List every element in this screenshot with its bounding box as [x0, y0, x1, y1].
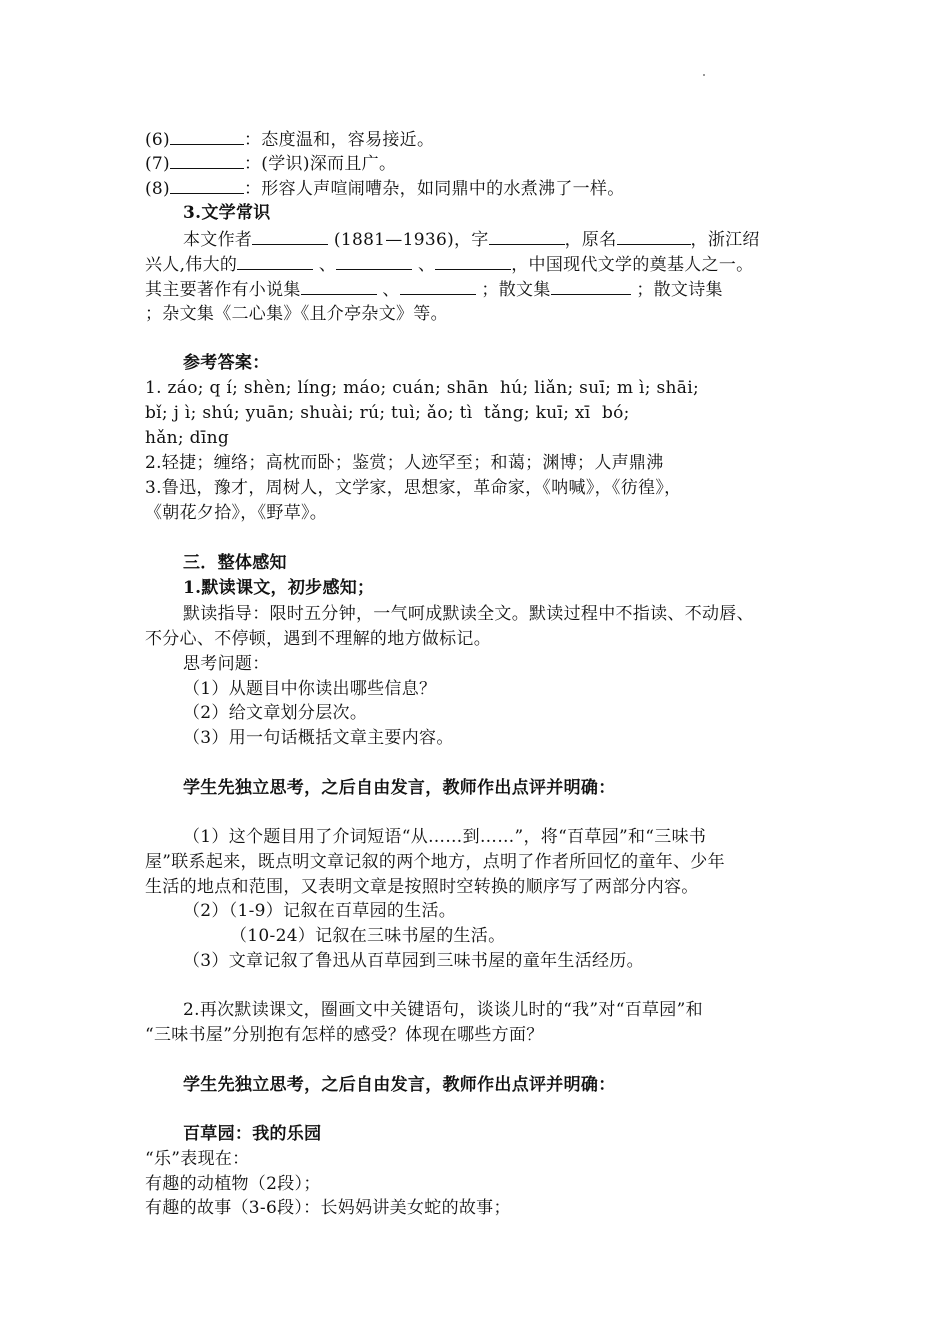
answer-blank[interactable] [617, 228, 691, 245]
think-questions-label: 思考问题： [183, 654, 270, 674]
answer-blank[interactable] [170, 177, 244, 194]
answer-blank[interactable] [301, 278, 377, 295]
item-number: (8) [145, 179, 170, 199]
item-definition: ：形容人声喧闹嘈杂，如同鼎中的水煮沸了一样。 [243, 179, 625, 199]
question-1: （1）从题目中你读出哪些信息？ [183, 679, 437, 699]
answer-blank[interactable] [237, 253, 313, 270]
answer-blank[interactable] [400, 278, 476, 295]
literature-line-4: ；杂文集《二心集》《且介亭杂文》等。 [145, 304, 448, 324]
answer-blank[interactable] [551, 278, 631, 295]
answer-blank[interactable] [489, 228, 565, 245]
joy-item-1: 有趣的动植物（2段）； [145, 1174, 321, 1194]
question-3: （3）用一句话概括文章主要内容。 [183, 728, 454, 748]
reading-guide-line-2: 不分心、不停顿，遇到不理解的地方做标记。 [145, 629, 491, 649]
response-2-line-2: （10-24）记叙在三味书屋的生活。 [230, 926, 506, 946]
answers-heading: 参考答案： [183, 353, 270, 373]
section-heading-overall: 三．整体感知 [183, 553, 287, 573]
literature-line-3: 其主要著作有小说集 、 ；散文集 ；散文诗集 [145, 280, 723, 300]
answer-1-line-2: bǐ; j ì; shú; yuān; shuài; rú; tuì; ǎo; tì tǎng; kuī; xī bó; [145, 403, 630, 423]
item-number: (7) [145, 154, 170, 174]
vocab-item-6 [145, 128, 434, 151]
reading-guide-line-1: 默读指导：限时五分钟，一气呵成默读全文。默读过程中不指读、不动唇、 [183, 604, 754, 624]
item-definition: ：态度温和，容易接近。 [243, 130, 435, 150]
item-number: (6) [145, 130, 170, 150]
item-definition: ：(学识)深而且广。 [243, 154, 397, 174]
garden-heading: 百草园：我的乐园 [183, 1124, 322, 1144]
vocab-item-7 [145, 152, 396, 175]
answer-3-line-1: 3.鲁迅，豫才，周树人，文学家，思想家，革命家，《呐喊》，《彷徨》， [145, 478, 682, 498]
response-3: （3）文章记叙了鲁迅从百草园到三味书屋的童年生活经历。 [183, 951, 644, 971]
subsection-1-heading: 1.默读课文，初步感知； [183, 578, 375, 598]
answer-blank[interactable] [170, 152, 244, 169]
vocab-item-8 [145, 177, 625, 200]
section-heading-literature: 3.文学常识 [183, 203, 271, 223]
answer-1-line-3: hǎn; dīng [145, 428, 230, 448]
joy-item-2: 有趣的故事（3-6段）：长妈妈讲美女蛇的故事； [145, 1198, 511, 1218]
teacher-note-2: 学生先独立思考，之后自由发言，教师作出点评并明确： [183, 1075, 616, 1095]
response-2-line-1: （2）（1-9）记叙在百草园的生活。 [183, 901, 457, 921]
literature-line-2: 兴人,伟大的 、 、 ，中国现代文学的奠基人之一。 [145, 255, 754, 275]
subsection-2-line-2: “三味书屋”分别抱有怎样的感受？体现在哪些方面？ [145, 1025, 544, 1045]
answer-blank[interactable] [336, 253, 412, 270]
answer-blank[interactable] [170, 128, 244, 145]
subsection-2-line-1: 2.再次默读课文，圈画文中关键语句，谈谈儿时的“我”对“百草园”和 [183, 1000, 703, 1020]
response-1-line-2: 屋”联系起来，既点明文章记叙的两个地方，点明了作者所回忆的童年、少年 [145, 852, 725, 872]
answer-1-line-1: 1. záo; q í; shèn; líng; máo; cuán; shān hú; liǎn; suī; m ì; shāi; [145, 378, 699, 398]
page-speck [703, 74, 705, 76]
joy-intro: “乐”表现在： [145, 1149, 250, 1169]
answer-blank[interactable] [435, 253, 511, 270]
teacher-note-1: 学生先独立思考，之后自由发言，教师作出点评并明确： [183, 778, 616, 798]
answer-3-line-2: 《朝花夕拾》，《野草》。 [145, 503, 328, 523]
answer-2: 2.轻捷；缠络；高枕而卧；鉴赏；人迹罕至；和蔼；渊博；人声鼎沸 [145, 453, 664, 473]
literature-line-1: 本文作者 (1881—1936)，字 ，原名 ，浙江绍 [183, 230, 760, 250]
question-2: （2）给文章划分层次。 [183, 703, 368, 723]
response-1-line-3: 生活的地点和范围，又表明文章是按照时空转换的顺序写了两部分内容。 [145, 877, 699, 897]
response-1-line-1: （1）这个题目用了介词短语“从……到……”，将“百草园”和“三味书 [183, 827, 707, 847]
answer-blank[interactable] [252, 228, 328, 245]
